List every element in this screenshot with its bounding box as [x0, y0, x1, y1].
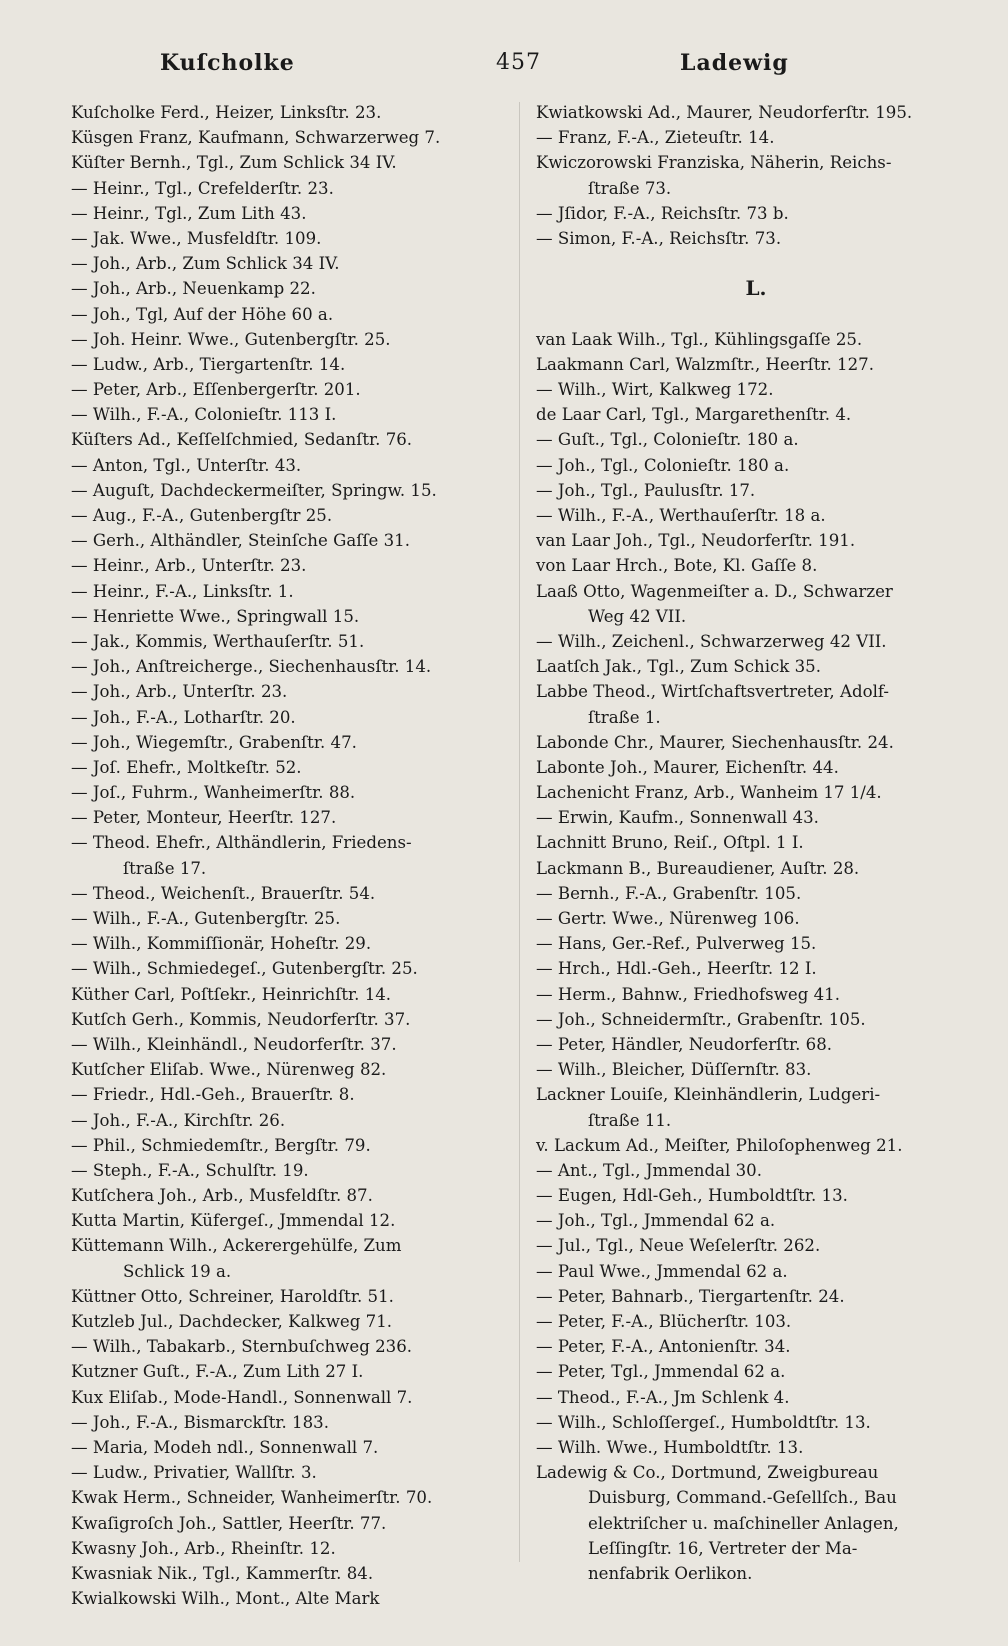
directory-entry-line: — Friedr., Hdl.-Geh., Brauerſtr. 8. — [71, 1085, 355, 1105]
directory-entry-line: van Laar Joh., Tgl., Neudorferſtr. 191. — [536, 531, 856, 551]
directory-entry-line: Lackner Louiſe, Kleinhändlerin, Ludgeri- — [536, 1085, 881, 1105]
directory-entry-line: — Wilh., Kleinhändl., Neudorferſtr. 37. — [71, 1034, 397, 1054]
directory-entry-line: — Peter, Tgl., Jmmendal 62 a. — [536, 1362, 786, 1382]
directory-entry-line: — Peter, Händler, Neudorferſtr. 68. — [536, 1034, 833, 1054]
directory-entry-line: — Peter, Arb., Eſſenbergerſtr. 201. — [71, 380, 361, 400]
directory-entry-line: — Simon, F.-A., Reichsſtr. 73. — [536, 228, 782, 248]
directory-entry-line: — Wilh., Schloſſergeſ., Humboldtſtr. 13. — [536, 1412, 871, 1432]
directory-entry-line: Schlick 19 a. — [123, 1261, 232, 1281]
directory-entry-line: Kuſcholke Ferd., Heizer, Linksſtr. 23. — [71, 103, 382, 122]
directory-entry-line: — Joh., Tgl, Auf der Höhe 60 a. — [71, 304, 334, 324]
directory-entry-line: — Wilh. Wwe., Humboldtſtr. 13. — [536, 1437, 804, 1457]
directory-entry-line: Kutſcher Eliſab. Wwe., Nürenweg 82. — [71, 1060, 387, 1080]
directory-entry-line: Laaß Otto, Wagenmeiſter a. D., Schwarzer — [536, 581, 893, 601]
directory-entry-line: — Jul., Tgl., Neue Weſelerſtr. 262. — [536, 1236, 821, 1256]
directory-entry-line: — Wilh., Wirt, Kalkweg 172. — [536, 380, 774, 400]
directory-entry-line: Kwiczorowski Franziska, Näherin, Reichs- — [536, 153, 892, 173]
directory-entry-line: — Paul Wwe., Jmmendal 62 a. — [536, 1261, 788, 1281]
directory-entry-line: — Peter, F.-A., Blücherſtr. 103. — [536, 1312, 792, 1331]
directory-entry-line: ſtraße 73. — [588, 178, 672, 198]
directory-entry-line: — Joh., Tgl., Jmmendal 62 a. — [536, 1211, 776, 1231]
directory-entry-line: von Laar Hrch., Bote, Kl. Gaſſe 8. — [536, 556, 818, 576]
section-letter: L. — [745, 276, 767, 301]
directory-entry-line: — Joh., F.-A., Lotharſtr. 20. — [71, 707, 296, 727]
directory-entry-line: — Peter, Monteur, Heerſtr. 127. — [71, 808, 337, 828]
spacer — [536, 251, 976, 276]
directory-entry-line: v. Lackum Ad., Meiſter, Philoſophenweg 21. — [536, 1135, 903, 1155]
directory-entry-line: — Joh. Heinr. Wwe., Gutenbergſtr. 25. — [71, 329, 391, 349]
directory-entry-line: Küſters Ad., Keſſelſchmied, Sedanſtr. 76. — [71, 430, 413, 450]
directory-entry-line: — Wilh., Zeichenl., Schwarzerweg 42 VII. — [536, 631, 887, 651]
directory-entry-line: — Ludw., Privatier, Wallſtr. 3. — [71, 1463, 317, 1483]
directory-entry-line: Labonte Joh., Maurer, Eichenſtr. 44. — [536, 757, 839, 777]
directory-entry-line: — Wilh., F.-A., Werthauſerſtr. 18 a. — [536, 506, 826, 525]
directory-entry-line: — Jak. Wwe., Musfeldſtr. 109. — [71, 228, 322, 248]
directory-entry-line: — Franz, F.-A., Zieteuſtr. 14. — [536, 128, 775, 148]
directory-entry-line: Kutzleb Jul., Dachdecker, Kalkweg 71. — [71, 1312, 393, 1331]
directory-entry-line: — Eugen, Hdl-Geh., Humboldtſtr. 13. — [536, 1186, 848, 1206]
directory-entry-line: — Theod., F.-A., Jm Schlenk 4. — [536, 1387, 790, 1407]
directory-entry-line: Kwialkowski Wilh., Mont., Alte Mark — [71, 1589, 380, 1609]
directory-entry-line: — Theod. Ehefr., Althändlerin, Friedens- — [71, 833, 412, 853]
directory-entry-line: — Steph., F.-A., Schulſtr. 19. — [71, 1160, 309, 1180]
directory-entry-line: — Wilh., F.-A., Colonieſtr. 113 I. — [71, 405, 337, 425]
directory-entry-line: — Joh., F.-A., Kirchſtr. 26. — [71, 1110, 286, 1130]
directory-entry-line: — Henriette Wwe., Springwall 15. — [71, 606, 360, 626]
directory-entry-line: Kutta Martin, Küfergeſ., Jmmendal 12. — [71, 1211, 396, 1231]
directory-entry-line: — Joh., Tgl., Paulusſtr. 17. — [536, 480, 756, 500]
directory-entry-line: ſtraße 17. — [123, 858, 207, 878]
directory-entry-line: de Laar Carl, Tgl., Margarethenſtr. 4. — [536, 405, 852, 425]
directory-entry-line: Kutſchera Joh., Arb., Musfeldſtr. 87. — [71, 1186, 373, 1206]
directory-entry-line: Labonde Chr., Maurer, Siechenhausſtr. 24. — [536, 732, 894, 752]
directory-entry-line: Ladewig & Co., Dortmund, Zweigbureau — [536, 1463, 879, 1483]
directory-entry-line: — Wilh., Bleicher, Düſſernſtr. 83. — [536, 1060, 812, 1080]
directory-entry-line: — Phil., Schmiedemſtr., Bergſtr. 79. — [71, 1135, 371, 1155]
directory-entry-line: elektriſcher u. maſchineller Anlagen, — [588, 1513, 899, 1533]
directory-entry-line: Küther Carl, Poſtſekr., Heinrichſtr. 14. — [71, 984, 392, 1004]
directory-entry-line: — Aug., F.-A., Gutenbergſtr 25. — [71, 506, 333, 525]
directory-entry-line: — Peter, F.-A., Antonienſtr. 34. — [536, 1337, 791, 1357]
directory-entry-line: — Auguſt, Dachdeckermeiſter, Springw. 15. — [71, 480, 437, 500]
directory-entry-line: — Jak., Kommis, Werthauſerſtr. 51. — [71, 631, 365, 651]
directory-entry-line: — Wilh., Schmiedegeſ., Gutenbergſtr. 25. — [71, 959, 418, 979]
directory-entry-line: Weg 42 VII. — [588, 606, 687, 626]
directory-entry-line: Kwasny Joh., Arb., Rheinſtr. 12. — [71, 1538, 336, 1558]
directory-entry-line: ſtraße 11. — [588, 1110, 672, 1130]
directory-entry-line: — Hans, Ger.-Ref., Pulverweg 15. — [536, 934, 817, 954]
directory-entry-line: van Laak Wilh., Tgl., Kühlingsgaſſe 25. — [536, 329, 863, 349]
directory-entry-line: — Erwin, Kaufm., Sonnenwall 43. — [536, 808, 819, 828]
directory-entry-line: Kutzner Guſt., F.-A., Zum Lith 27 I. — [71, 1362, 364, 1382]
directory-entry-line: — Joh., Arb., Neuenkamp 22. — [71, 279, 316, 299]
directory-entry-line: Laakmann Carl, Walzmſtr., Heerſtr. 127. — [536, 354, 875, 374]
directory-entry-line: — Maria, Modeh ndl., Sonnenwall 7. — [71, 1437, 379, 1457]
directory-entry-line: — Wilh., Kommiſſionär, Hoheſtr. 29. — [71, 934, 372, 954]
directory-entry-line: Küsgen Franz, Kaufmann, Schwarzerweg 7. — [71, 128, 441, 148]
directory-entry-line: Lachnitt Bruno, Reiſ., Oſtpl. 1 I. — [536, 833, 804, 853]
directory-entry-line: Kutſch Gerh., Kommis, Neudorferſtr. 37. — [71, 1009, 411, 1029]
directory-entry-line: Lachenicht Franz, Arb., Wanheim 17 1/4. — [536, 783, 882, 803]
directory-entry-line: Küſter Bernh., Tgl., Zum Schlick 34 IV. — [71, 153, 397, 173]
directory-entry-line: — Heinr., Arb., Unterſtr. 23. — [71, 556, 307, 576]
directory-entry-line: Küttemann Wilh., Ackerergehülfe, Zum — [71, 1236, 402, 1256]
directory-entry-line: — Jſidor, F.-A., Reichsſtr. 73 b. — [536, 203, 789, 223]
directory-entry-line: — Joh., Anſtreicherge., Siechenhausſtr. 14. — [71, 657, 432, 677]
directory-entry-line: — Guſt., Tgl., Colonieſtr. 180 a. — [536, 430, 799, 450]
directory-entry-line: — Joh., Wiegemſtr., Grabenſtr. 47. — [71, 732, 357, 752]
directory-entry-line: — Joh., Arb., Zum Schlick 34 IV. — [71, 254, 340, 274]
directory-entry-line: Kwiatkowski Ad., Maurer, Neudorferſtr. 195. — [536, 103, 913, 122]
directory-entry-line: — Gerh., Althändler, Steinſche Gaſſe 31. — [71, 531, 411, 551]
page-number: 457 — [496, 50, 541, 75]
running-head-left: Kuſcholke — [160, 50, 295, 76]
directory-entry-line: — Joh., Arb., Unterſtr. 23. — [71, 682, 288, 702]
directory-entry-line: Leſſingſtr. 16, Vertreter der Ma- — [588, 1538, 858, 1558]
directory-entry-line: — Bernh., F.-A., Grabenſtr. 105. — [536, 883, 802, 903]
directory-entry-line: Kux Eliſab., Mode-Handl., Sonnenwall 7. — [71, 1387, 413, 1407]
spacer — [536, 302, 976, 327]
column-divider — [519, 102, 520, 1562]
directory-entry-line: — Joſ., Fuhrm., Wanheimerſtr. 88. — [71, 783, 356, 803]
directory-entry-line: Labbe Theod., Wirtſchaftsvertreter, Adolf- — [536, 682, 890, 702]
directory-entry-line: — Heinr., Tgl., Crefelderſtr. 23. — [71, 178, 334, 198]
directory-entry-line: — Hrch., Hdl.-Geh., Heerſtr. 12 I. — [536, 959, 817, 979]
directory-entry-line: — Heinr., Tgl., Zum Lith 43. — [71, 203, 307, 223]
directory-entry-line: Küttner Otto, Schreiner, Haroldſtr. 51. — [71, 1286, 394, 1306]
directory-entry-line: — Heinr., F.-A., Linksſtr. 1. — [71, 581, 294, 601]
directory-entry-line: nenfabrik Oerlikon. — [588, 1563, 753, 1583]
directory-entry-line: Duisburg, Command.-Geſellſch., Bau — [588, 1488, 897, 1508]
directory-entry-line: — Wilh., Tabakarb., Sternbuſchweg 236. — [71, 1337, 413, 1357]
directory-entry-line: Laatſch Jak., Tgl., Zum Schick 35. — [536, 657, 822, 677]
directory-entry-line: — Ludw., Arb., Tiergartenſtr. 14. — [71, 354, 346, 374]
directory-entry-line: ſtraße 1. — [588, 707, 661, 727]
right-column — [536, 100, 976, 1586]
directory-entry-line: Lackmann B., Bureaudiener, Auſtr. 28. — [536, 858, 860, 878]
directory-entry-line: — Herm., Bahnw., Friedhofsweg 41. — [536, 984, 841, 1004]
directory-entry-line: Kwasniak Nik., Tgl., Kammerſtr. 84. — [71, 1563, 374, 1583]
directory-entry-line: Kwak Herm., Schneider, Wanheimerſtr. 70. — [71, 1488, 433, 1508]
directory-entry-line: — Gertr. Wwe., Nürenweg 106. — [536, 909, 800, 928]
directory-entry-line: — Joh., Tgl., Colonieſtr. 180 a. — [536, 455, 790, 475]
directory-entry-line: — Anton, Tgl., Unterſtr. 43. — [71, 455, 302, 475]
running-head-right: Ladewig — [680, 50, 789, 76]
directory-entry-line: — Joh., Schneidermſtr., Grabenſtr. 105. — [536, 1009, 866, 1029]
directory-entry-line: — Peter, Bahnarb., Tiergartenſtr. 24. — [536, 1286, 845, 1306]
left-column — [71, 100, 511, 1611]
directory-entry-line: — Wilh., F.-A., Gutenbergſtr. 25. — [71, 909, 341, 928]
directory-entry-line: Kwaſigroſch Joh., Sattler, Heerſtr. 77. — [71, 1513, 387, 1533]
directory-entry-line: — Ant., Tgl., Jmmendal 30. — [536, 1160, 762, 1180]
directory-entry-line: — Theod., Weichenſt., Brauerſtr. 54. — [71, 883, 376, 903]
directory-entry-line: — Joſ. Ehefr., Moltkeſtr. 52. — [71, 757, 302, 777]
directory-entry-line: — Joh., F.-A., Bismarckſtr. 183. — [71, 1412, 329, 1432]
